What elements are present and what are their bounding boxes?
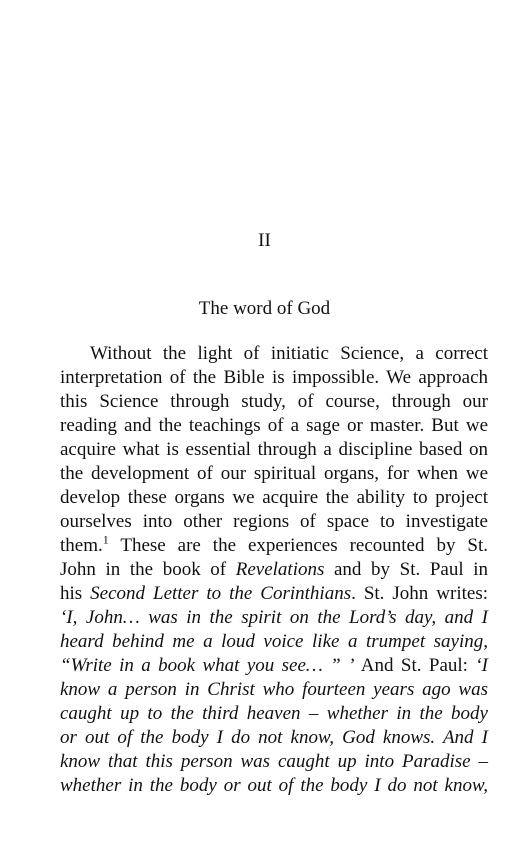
italic-text: ‘I: [475, 655, 488, 676]
text-line: [60, 390, 488, 414]
italic-text: caught up to the third heaven – whether in the body: [60, 703, 488, 724]
text-segment: reading and the teachings of a sage or master. But we: [60, 415, 488, 436]
italic-text: Revelations: [235, 559, 325, 580]
text-segment: ourselves into other regions of space to investigate: [60, 511, 488, 532]
text-line: [60, 414, 488, 438]
text-segment: them.: [60, 535, 103, 556]
text-line: [60, 774, 488, 798]
italic-text: know that this person was caught up into Paradise –: [60, 751, 488, 772]
footnote-marker: 1: [102, 532, 109, 547]
text-line: [60, 366, 488, 390]
text-line: [60, 582, 488, 606]
text-segment: These are the experiences recounted by St.: [108, 535, 488, 556]
text-line: [60, 510, 488, 534]
text-line: [60, 750, 488, 774]
text-segment: his: [60, 583, 91, 604]
text-line: [60, 606, 488, 630]
text-line: [60, 726, 488, 750]
text-line: [60, 342, 488, 366]
text-line: [60, 702, 488, 726]
text-line: [60, 558, 488, 582]
italic-text: or out of the body I do not know, God knows. And I: [60, 727, 488, 748]
text-line: [60, 534, 488, 558]
chapter-title: The word of God: [198, 298, 331, 319]
text-segment: John in the book of: [60, 559, 236, 580]
text-line: [60, 630, 488, 654]
text-segment: interpretation of the Bible is impossible. We approach: [60, 367, 488, 388]
text-segment: acquire what is essential through a discipline based on: [60, 439, 488, 460]
text-segment: Without the light of initiatic Science, a correct: [90, 343, 488, 364]
text-line: [60, 654, 488, 678]
italic-text: heard behind me a loud voice like a trumpet saying,: [60, 631, 488, 652]
chapter-number: II: [258, 230, 271, 251]
text-segment: and by St. Paul in: [324, 559, 489, 580]
italic-text: “Write in a book what you see… ” ’: [60, 655, 355, 676]
text-line: [60, 438, 488, 462]
italic-text: Second Letter to the Corinthians: [90, 583, 352, 604]
text-line: [60, 462, 488, 486]
text-segment: develop these organs we acquire the ability to project: [60, 487, 488, 508]
body-paragraph: [60, 342, 488, 798]
italic-text: know a person in Christ who fourteen years ago was: [60, 679, 488, 700]
text-segment: . St. John writes:: [351, 583, 488, 604]
text-segment: And St. Paul:: [354, 655, 476, 676]
text-segment: the development of our spiritual organs, for when we: [60, 463, 488, 484]
italic-text: ‘I, John… was in the spirit on the Lord’s day, and I: [60, 607, 488, 628]
text-line: [60, 678, 488, 702]
italic-text: whether in the body or out of the body I do not know,: [60, 775, 488, 796]
text-line: [60, 486, 488, 510]
text-segment: this Science through study, of course, through our: [60, 391, 488, 412]
